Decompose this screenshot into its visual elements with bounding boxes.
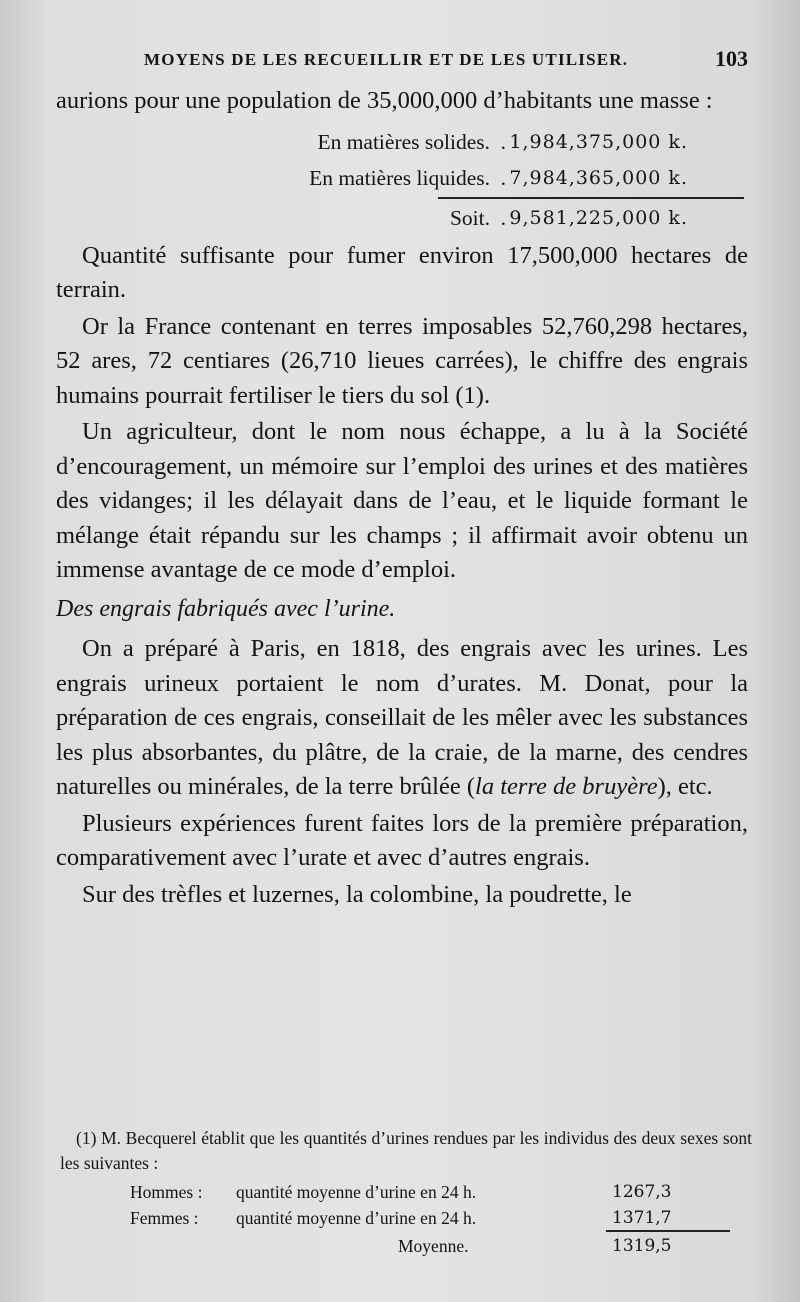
totals-dots: . bbox=[500, 129, 506, 154]
footnote bbox=[60, 1126, 752, 1262]
totals-value: 7,984,365,000 k. bbox=[509, 166, 688, 189]
footnote-sex: Femmes : bbox=[130, 1208, 199, 1228]
paragraph-population: aurions pour une population de 35,000,000 d’habitants une masse : bbox=[56, 87, 713, 114]
paragraph-experiences: Plusieurs expériences furent faites lors de la première préparation, comparativement avec l’urate et avec d’autres engrais. bbox=[56, 809, 748, 871]
paragraph-quantity: Quantité suffisante pour fumer environ 17,500,000 hectares de terrain. bbox=[56, 241, 748, 303]
paragraph-paris-italic: la terre de bruyère bbox=[475, 773, 658, 800]
totals-dots: . bbox=[500, 205, 506, 230]
section-title: Des engrais fabriqués avec l’urine. bbox=[56, 595, 396, 622]
paragraph-france: Or la France contenant en terres imposables 52,760,298 hectares, 52 ares, 72 centiares (26,710 lieues carrées), le chiffre des engrais humains pourrait fertiliser le tiers du sol (1). bbox=[56, 312, 748, 409]
totals-row-solids bbox=[56, 125, 748, 159]
totals-table bbox=[56, 119, 748, 237]
running-head: MOYENS DE LES RECUEILLIR ET DE LES UTILISER. bbox=[144, 50, 629, 69]
totals-value: 1,984,375,000 k. bbox=[509, 130, 688, 153]
page-header bbox=[144, 46, 748, 76]
footnote-value: 1267,3 bbox=[612, 1182, 672, 1202]
footnote-mean-label: Moyenne. bbox=[398, 1236, 469, 1256]
footnote-table bbox=[60, 1176, 752, 1262]
footnote-sex: Hommes : bbox=[130, 1182, 203, 1202]
footnote-mean-value: 1319,5 bbox=[612, 1236, 672, 1256]
totals-value: 9,581,225,000 k. bbox=[509, 206, 688, 229]
page-number: 103 bbox=[715, 46, 748, 71]
totals-label: En matières liquides. bbox=[309, 165, 490, 190]
paragraph-paris-text: On a préparé à Paris, en 1818, des engrais avec les urines. Les engrais urineux portaient le nom d’urates. M. Donat, pour la préparation de ces engrais, conseillait de les mêler avec les substances les plus absorbantes, du plâtre, de la craie, de la marne, des cendres naturelles ou minérales, de la terre brûlée ( bbox=[56, 635, 748, 800]
totals-label: En matières solides. bbox=[317, 129, 490, 154]
totals-dots: . bbox=[500, 165, 506, 190]
footnote-value: 1371,7 bbox=[612, 1208, 672, 1228]
totals-rule bbox=[438, 197, 744, 199]
paragraph-paris-end: ), etc. bbox=[657, 773, 713, 800]
totals-row-liquids bbox=[56, 161, 748, 195]
paragraph-trefles: Sur des trèfles et luzernes, la colombine, la poudrette, le bbox=[82, 880, 632, 908]
footnote-desc: quantité moyenne d’urine en 24 h. bbox=[236, 1182, 477, 1202]
paragraph-agriculteur: Un agriculteur, dont le nom nous échappe, a lu à la Société d’encouragement, un mémoire sur l’emploi des urines et des matières des vidanges; il les délayait dans de l’eau, et le liquide formant le mélange était répandu sur les champs ; il affirmait avoir obtenu un immense avantage de ce mode d’emploi. bbox=[56, 418, 748, 583]
paragraph-paris bbox=[56, 632, 748, 805]
footnote-text: (1) M. Becquerel établit que les quantités d’urines rendues par les individus des deux sexes sont les suivantes : bbox=[60, 1128, 752, 1173]
footnote-desc: quantité moyenne d’urine en 24 h. bbox=[236, 1208, 477, 1228]
totals-row-sum bbox=[56, 201, 748, 235]
footnote-rule bbox=[606, 1230, 730, 1232]
body-text bbox=[56, 84, 748, 912]
totals-label: Soit. bbox=[449, 205, 490, 230]
